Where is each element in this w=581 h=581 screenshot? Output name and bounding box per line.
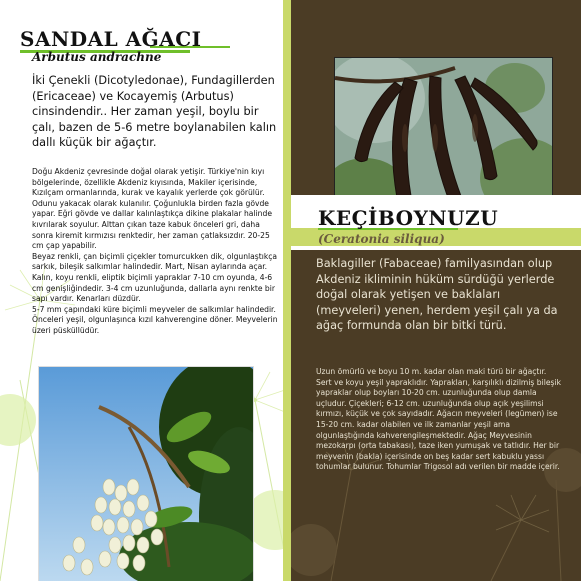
paragraph: Beyaz renkli, çan biçimli çiçekler tomurcukken dik, olgunlaştıkça sarkık, bileşik salkımlar halindedir. Mart, Nisan aylarında açar. bbox=[32, 251, 278, 272]
carob-photo bbox=[334, 57, 553, 209]
paragraph: Uzun ömürlü ve boyu 10 m. kadar olan maki türü bir ağaçtır. Sert ve koyu yeşil yapraklıdır. Yaprakları, karşılıklı dizilmiş bileşik yapraklar olup boyları 10-20 cm. uzunluğunda olup damla uçludur. Çiçekleri; 6-12 cm. uzunluğunda olup açık yeşilimsi kırmızı, küçük ve çok sayıdadır. Ağacın meyveleri (legümen) ise 15-20 cm. kadar olabilen ve ilk zamanlar yeşil ama olgunlaştığında kahverengileşmektedir. Ağaç Meyvesinin mezokarpı (orta tabakası), taze iken yumuşak ve tatlıdır. Her bir meyvenin (bakla) içerisinde on beş kadar sert kabuklu yassı tohumlar bulunur. Tohumlar Trigosol adı verilen bir madde içerir. bbox=[316, 367, 561, 472]
intro-text-right: Baklagiller (Fabaceae) familyasından olup Akdeniz ikliminin hüküm sürdüğü yerlerde doğal olarak yetişen ve baklaları (meyveleri) yenen, herdem yeşil çalı ya da ağaç formunda olan bir bitki türü. bbox=[316, 257, 558, 332]
paragraph: Doğu Akdeniz çevresinde doğal olarak yetişir. Türkiye'nin kıyı bölgelerinde, özellikle Akdeniz kıyısında, Makiler içerisinde, Kızılçam ormanlarında, kurak ve kayalık yerlerde çok görülür. Odunu yakacak olarak kulanılır. Çoğunlukla birden fazla gövde yapar. Eğri gövde ve dallar kalınlaştıkça dikine plakalar halinde kıvrılarak soyulur. Alttan çıkan taze kabuk önceleri gri, daha sonra kiremit kırmızısı renktedir, her zaman çatlaksızdır. 20-25 cm çap yapabilir. bbox=[32, 167, 272, 251]
scientific-name-right: (Ceratonia siliqua) bbox=[318, 232, 445, 246]
body-text-right bbox=[316, 367, 564, 473]
body-text-left bbox=[32, 167, 280, 337]
intro-text-left: İki Çenekli (Dicotyledonae), Fundagillerden (Ericaceae) ve Kocayemiş (Arbutus) cinsindendir.. Her zaman yeşil, boylu bir çalı, bazen de 5-6 metre boylanabilen kalın dallı küçük bir ağaçtır. bbox=[32, 74, 277, 149]
strawberry-tree-flowers-image bbox=[39, 367, 253, 581]
carob-pods-image bbox=[335, 58, 552, 208]
page-title-left: SANDAL AĞACI bbox=[20, 27, 202, 51]
strawberry-tree-photo bbox=[38, 366, 254, 581]
divider-band bbox=[283, 0, 291, 581]
page-title-right: KEÇİBOYNUZU bbox=[318, 206, 499, 230]
paragraph: 5-7 mm çapındaki küre biçimli meyveler de salkımlar halindedir. Önceleri yeşil, olgunlaşınca kızıl kahverengine döner. Meyvelerin üzeri püsküllüdür. bbox=[32, 304, 278, 335]
paragraph: Kalın, koyu renkli, eliptik biçimli yapraklar 7-10 cm oyunda, 4-6 cm genişliğindedir. 3-4 cm uzunluğunda, dallarla aynı renkte bir sapı vardır. Kenarları düzdür. bbox=[32, 272, 275, 304]
scientific-name-left: Arbutus andrachne bbox=[32, 50, 162, 64]
left-panel bbox=[0, 0, 290, 581]
